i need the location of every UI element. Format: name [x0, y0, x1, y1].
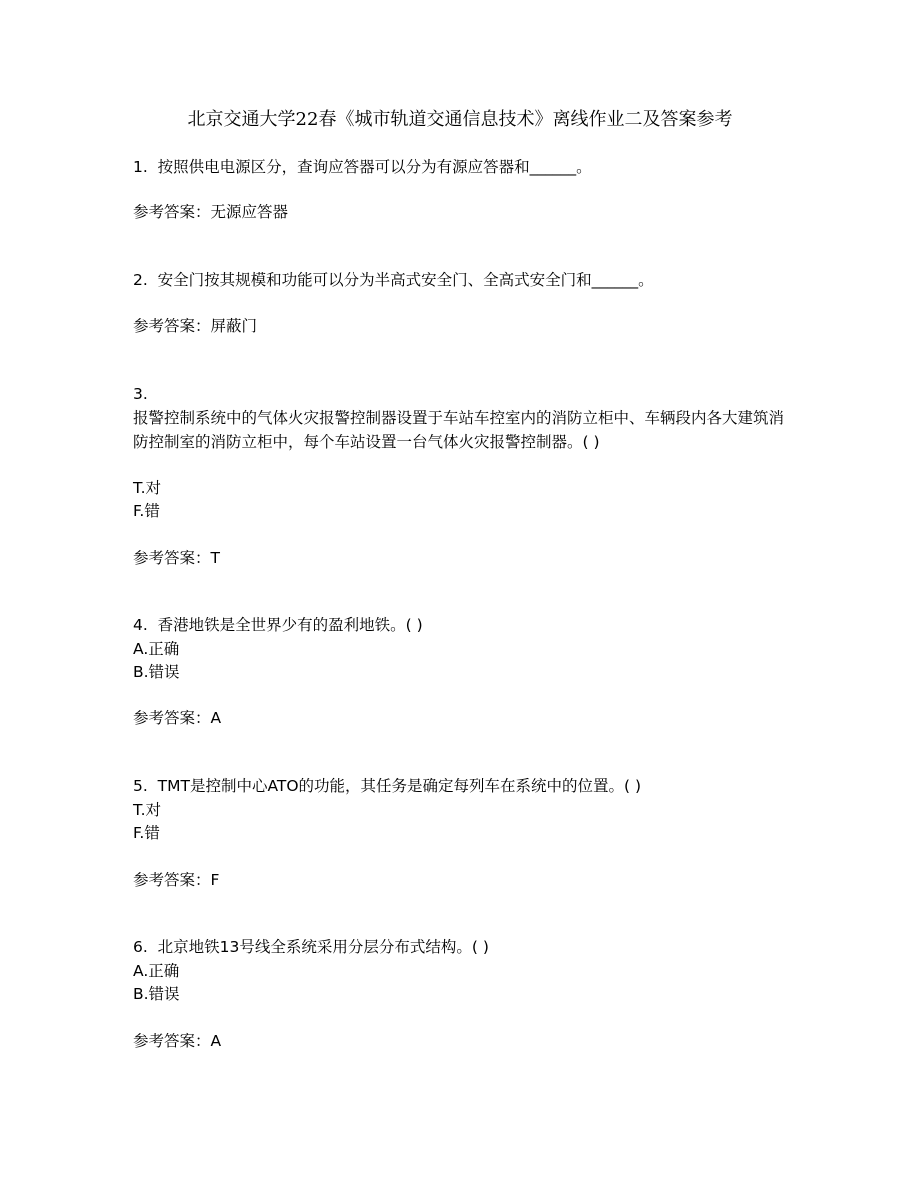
answer-6 [133, 1029, 221, 1053]
question-number: 1. [133, 158, 148, 176]
answer-value: 无源应答器 [210, 203, 289, 221]
answer-1 [133, 200, 288, 224]
question-text: TMT是控制中心ATO的功能，其任务是确定每列车在系统中的位置。( ) [157, 777, 642, 795]
answer-3 [133, 546, 220, 570]
answer-5 [133, 868, 219, 892]
answer-value: T [210, 549, 220, 567]
question-3-text: 报警控制系统中的气体火灾报警控制器设置于车站车控室内的消防立柜中、车辆段内各大建筑消防控制室的消防立柜中，每个车站设置一台气体火灾报警控制器。( ) [133, 409, 785, 451]
answer-label: 参考答案： [133, 871, 211, 889]
answer-label: 参考答案： [133, 709, 211, 727]
answer-value: F [210, 871, 220, 889]
question-number: 2. [133, 271, 148, 289]
option-f: F.错 [133, 502, 160, 520]
option-t: T.对 [133, 479, 162, 497]
question-5 [133, 774, 641, 798]
answer-value: 屏蔽门 [210, 317, 258, 335]
question-3-number: 3. [133, 385, 148, 403]
question-number: 5. [133, 777, 148, 795]
option-a: A.正确 [133, 640, 180, 658]
question-text: 香港地铁是全世界少有的盈利地铁。( ) [157, 616, 423, 634]
answer-label: 参考答案： [133, 203, 211, 221]
answer-label: 参考答案： [133, 317, 211, 335]
answer-4 [133, 706, 221, 730]
question-6 [133, 935, 489, 959]
question-4 [133, 613, 423, 637]
option-t: T.对 [133, 801, 162, 819]
question-2 [133, 268, 654, 292]
answer-label: 参考答案： [133, 1032, 211, 1050]
question-text: 北京地铁13号线全系统采用分层分布式结构。( ) [157, 938, 489, 956]
question-text: 安全门按其规模和功能可以分为半高式安全门、全高式安全门和______。 [157, 271, 654, 289]
answer-label: 参考答案： [133, 549, 211, 567]
option-b: B.错误 [133, 985, 180, 1003]
option-b: B.错误 [133, 663, 180, 681]
question-number: 6. [133, 938, 148, 956]
answer-2 [133, 314, 257, 338]
question-1 [133, 155, 592, 179]
question-number: 4. [133, 616, 148, 634]
question-text: 按照供电电源区分，查询应答器可以分为有源应答器和______。 [157, 158, 592, 176]
answer-value: A [210, 1032, 222, 1050]
option-f: F.错 [133, 824, 160, 842]
answer-value: A [210, 709, 222, 727]
page-title: 北京交通大学22春《城市轨道交通信息技术》离线作业二及答案参考 [187, 109, 733, 130]
option-a: A.正确 [133, 962, 180, 980]
